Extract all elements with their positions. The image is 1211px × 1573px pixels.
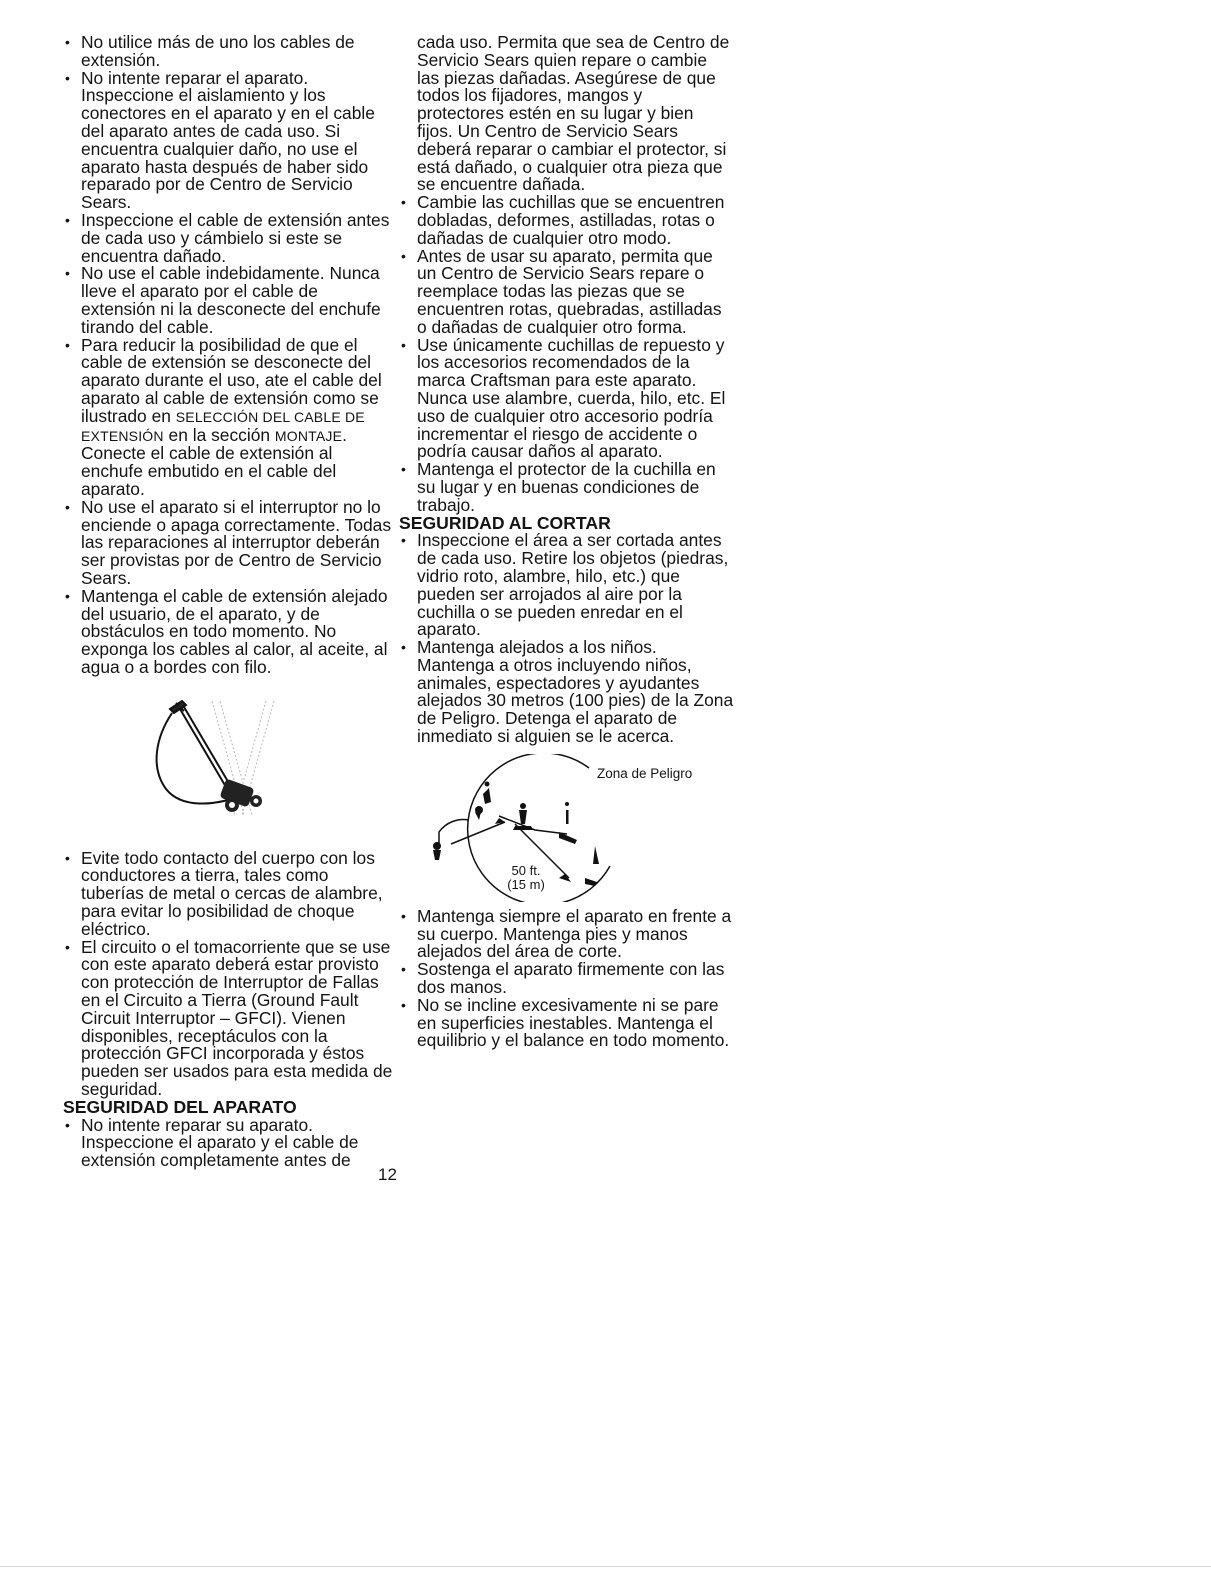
left-column — [63, 34, 393, 1170]
list-item: • No utilice más de uno los cables de extensión. — [63, 34, 393, 70]
cord-strain-relief-illustration — [148, 697, 288, 832]
page-number: 12 — [378, 1165, 397, 1184]
trimmer-figure — [63, 697, 393, 832]
distance-meters: (15 m) — [507, 876, 545, 892]
list-item: • El circuito o el tomacorriente que se use con este aparato deberá estar provisto con protección de Interruptor de Fallas en el Circuito a Tierra (Ground Fault Circuit Interruptor – GFCI). Vienen disponibles, receptáculos con la protección GFCI incorporada y éstos pueden ser usados para esta medida de seguridad. — [63, 939, 393, 1099]
text-run: . Conecte el cable de extensión al enchufe embutido en el cable del aparato. — [81, 424, 347, 499]
list-item: • No intente reparar el aparato. Inspeccione el aislamiento y los conectores en el aparato y en el cable del aparato antes de cada uso. Si encuentra cualquier daño, no use el aparato hasta después de haber sido reparado por de Centro de Servicio Sears. — [63, 70, 393, 212]
distance-feet: 50 ft. — [511, 862, 541, 878]
list-item: • Inspeccione el área a ser cortada antes de cada uso. Retire los objetos (piedras, vidrio roto, alambre, hilo, etc.) que pueden ser arrojados al aire por la cuchilla o se pueden enredar en el aparato. — [399, 532, 734, 639]
danger-zone-label: Zona de Peligro — [597, 765, 693, 781]
left-bullets-c — [63, 847, 393, 1100]
list-item: • No se incline excesivamente ni se pare en superficies inestables. Mantenga el equilibrio y el balance en todo momento. — [399, 997, 734, 1050]
right-bullets-b — [399, 532, 734, 746]
section-reference: MONTAJE — [274, 427, 343, 444]
left-bullets-a — [63, 34, 393, 677]
list-item: • No intente reparar su aparato. Inspeccione el aparato y el cable de extensión completamente antes de — [63, 1117, 393, 1170]
list-item: • Evite todo contacto del cuerpo con los conductores a tierra, tales como tuberías de metal o cercas de alambre, para evitar lo posibilidad de choque eléctrico. — [63, 850, 393, 939]
list-item: • Mantenga alejados a los niños. Mantenga a otros incluyendo niños, animales, espectadores y ayudantes alejados 30 metros (100 pies) de la Zona de Peligro. Detenga el aparato de inmediato si alguien se le acerca. — [399, 639, 734, 746]
list-item: • Mantenga el cable de extensión alejado del usuario, de el aparato, y de obstáculos en todo momento. No exponga los cables al calor, al aceite, al agua o a bordes con filo. — [63, 588, 393, 677]
section-heading-cortar: SEGURIDAD AL CORTAR — [399, 512, 611, 533]
list-item: • No use el cable indebidamente. Nunca lleve el aparato por el cable de extensión ni la desconecte del enchufe tirando del cable. — [63, 265, 393, 336]
list-item: • Sostenga el aparato firmemente con las dos manos. — [399, 961, 734, 997]
list-item-cord-tie — [63, 334, 393, 499]
list-item: • Cambie las cuchillas que se encuentren dobladas, deformes, astilladas, rotas o dañadas de cualquier otro modo. — [399, 194, 734, 247]
right-column — [399, 34, 734, 1050]
page-bottom-rule — [0, 1566, 1211, 1567]
list-item: • Mantenga el protector de la cuchilla en su lugar y en buenas condiciones de trabajo. — [399, 461, 734, 514]
list-item: • Inspeccione el cable de extensión antes de cada uso y cámbielo si este se encuentra dañado. — [63, 212, 393, 265]
left-bullets-d — [63, 1114, 393, 1171]
right-bullets-c — [399, 905, 734, 1051]
distance-label — [496, 864, 556, 892]
text-run: en la sección — [163, 424, 275, 445]
section-heading-aparato: SEGURIDAD DEL APARATO — [63, 1096, 297, 1117]
continued-text: cada uso. Permita que sea de Centro de Servicio Sears quien repare o cambie las piezas dañadas. Asegúrese de que todos los fijadores, mangos y protectores estén en su lugar y bien fijos. Un Centro de Servicio Sears deberá reparar o cambiar el protector, si está dañado, o cualquier otra pieza que se encuentre dañada. — [417, 32, 730, 195]
danger-zone-figure — [399, 754, 734, 902]
list-item: • Mantenga siempre el aparato en frente a su cuerpo. Mantenga pies y manos alejados del área de corte. — [399, 908, 734, 961]
text-run: Para reducir la posibilidad de que el cable de extensión se desconecte del aparato durante el uso, ate el cable del aparato al cable de extensión como se ilustrado en — [81, 334, 382, 426]
list-item: • No use el aparato si el interruptor no lo enciende o apaga correctamente. Todas las reparaciones al interruptor deberán ser provistas por de Centro de Servicio Sears. — [63, 499, 393, 588]
section-reference: SELECCIÓN DEL CABLE DE EXTENSIÓN — [81, 408, 365, 444]
list-item: • Use únicamente cuchillas de repuesto y los accesorios recomendados de la marca Craftsman para este aparato. Nunca use alambre, cuerda, hilo, etc. El uso de cualquier otro accesorio podría incrementar el riesgo de accidente o podría causar daños al aparato. — [399, 337, 734, 462]
right-bullets-a — [399, 194, 734, 514]
list-item: • Antes de usar su aparato, permita que un Centro de Servicio Sears repare o reemplace todas las piezas que se encuentren rotas, quebradas, astilladas o dañadas de cualquier otro forma. — [399, 248, 734, 337]
